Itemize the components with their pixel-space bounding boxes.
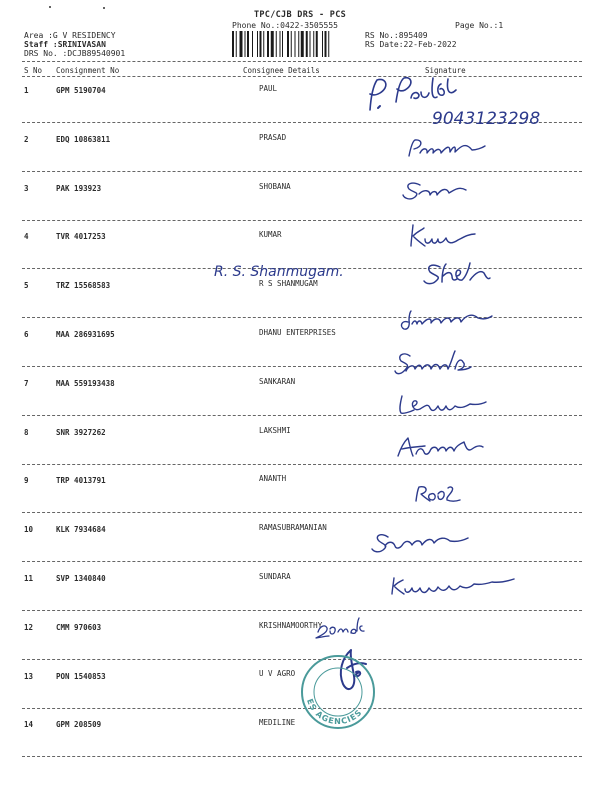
row-serial-number: 7 (24, 379, 29, 388)
row-serial-number: 5 (24, 281, 29, 290)
signature-row-4 (411, 225, 475, 246)
row-consignment-number: TVR 4017253 (56, 232, 106, 241)
row-divider (22, 756, 582, 757)
row-consignee-name: ANANTH (259, 474, 287, 483)
barcode-bar (252, 31, 253, 57)
row-consignee-name: U V AGRO (259, 669, 296, 678)
row-consignee-name: PRASAD (259, 133, 287, 142)
row-serial-number: 12 (24, 623, 34, 632)
drs-number: DRS No. :DCJB89540901 (24, 49, 126, 58)
page-number: Page No.:1 (455, 21, 504, 30)
column-header-signature: Signature (425, 66, 466, 75)
row-consignee-name: DHANU ENTERPRISES (259, 328, 336, 337)
row-consignee-name: KRISHNAMOORTHY (259, 621, 323, 630)
row-consignment-number: KLK 7934684 (56, 525, 106, 534)
row-consignment-number: GPM 5190704 (56, 86, 106, 95)
row-serial-number: 10 (24, 525, 34, 534)
signature-row-5 (214, 263, 490, 284)
barcode-bar (247, 31, 249, 57)
barcode-bar (313, 31, 314, 57)
row-consignee-name: SUNDARA (259, 572, 291, 581)
barcode-bar (291, 31, 292, 57)
barcode-bar (282, 31, 283, 57)
column-header-consignment: Consignment No (56, 66, 120, 75)
row-consignment-number: TRZ 15568583 (56, 281, 111, 290)
barcode-bar (232, 31, 234, 57)
signature-row-10 (416, 487, 460, 502)
sheet-title: TPC/CJB DRS - PCS (253, 10, 347, 20)
row-consignee-name: PAUL (259, 84, 278, 93)
row-serial-number: 6 (24, 330, 29, 339)
row-serial-number: 11 (24, 574, 34, 583)
row-serial-number: 1 (24, 86, 29, 95)
row-serial-number: 13 (24, 672, 34, 681)
barcode-bar (325, 31, 327, 57)
seal-text: ES AGENCIES (304, 697, 365, 727)
company-seal (288, 652, 388, 732)
row-serial-number: 9 (24, 476, 29, 485)
row-consignment-number: EDQ 10863811 (56, 135, 111, 144)
row-consignment-number: CMM 970603 (56, 623, 102, 632)
rs-date: RS Date:22-Feb-2022 (365, 40, 457, 49)
barcode-bar (240, 31, 243, 57)
row-divider (22, 317, 582, 318)
barcode-bar (280, 31, 281, 57)
divider (22, 76, 582, 77)
row-serial-number: 8 (24, 428, 29, 437)
barcode-bar (260, 31, 262, 57)
barcode-bar (306, 31, 308, 57)
barcode-bar (236, 31, 237, 57)
signature-row-13 (316, 618, 364, 638)
barcode-bar (316, 31, 318, 57)
row-divider (22, 171, 582, 172)
barcode-bar (295, 31, 296, 57)
row-divider (22, 512, 582, 513)
scan-speck (49, 6, 51, 8)
row-serial-number: 4 (24, 232, 29, 241)
row-consignment-number: MAA 286931695 (56, 330, 115, 339)
row-consignee-name: R S SHANMUGAM (259, 279, 318, 288)
signature-row-7 (395, 351, 471, 374)
row-consignment-number: GPM 208509 (56, 720, 102, 729)
row-consignment-number: TRP 4013791 (56, 476, 106, 485)
signature-row-12 (392, 578, 514, 594)
row-consignee-name: LAKSHMI (259, 426, 291, 435)
barcode-bar (322, 31, 323, 57)
barcode-bar (257, 31, 258, 57)
row-divider (22, 415, 582, 416)
signature-row-8 (400, 396, 486, 413)
divider (22, 61, 582, 62)
row-divider (22, 464, 582, 465)
row-divider (22, 122, 582, 123)
handwritten-name: R. S. Shanmugam. (214, 264, 344, 280)
row-consignee-name: RAMASUBRAMANIAN (259, 523, 327, 532)
staff-field: Staff :SRINIVASAN (24, 40, 106, 49)
row-consignment-number: MAA 559193438 (56, 379, 115, 388)
row-consignment-number: SNR 3927262 (56, 428, 106, 437)
barcode-bar (328, 31, 329, 57)
row-consignee-name: SHOBANA (259, 182, 291, 191)
barcode-bar (276, 31, 277, 57)
signature-row-3 (403, 183, 466, 199)
scan-speck (103, 7, 105, 9)
signature-row-6 (401, 311, 492, 329)
barcode-bar (263, 31, 264, 57)
signature-row-2 (409, 140, 485, 156)
barcode-bar (310, 31, 311, 57)
row-serial-number: 14 (24, 720, 34, 729)
row-consignee-name: SANKARAN (259, 377, 296, 386)
row-consignment-number: PAK 193923 (56, 184, 102, 193)
row-divider (22, 561, 582, 562)
row-consignment-number: PON 1540853 (56, 672, 106, 681)
row-divider (22, 268, 582, 269)
handwritten-phone: 9043123298 (432, 109, 541, 129)
signature-row-11 (372, 535, 468, 552)
area-field: Area :G V RESIDENCY (24, 31, 116, 40)
row-divider (22, 610, 582, 611)
row-serial-number: 2 (24, 135, 29, 144)
rs-number: RS No.:895409 (365, 31, 428, 40)
row-consignee-name: KUMAR (259, 230, 282, 239)
column-header-consignee: Consignee Details (243, 66, 320, 75)
barcode-bar (301, 31, 304, 57)
svg-text:ES AGENCIES (305, 698, 364, 726)
barcode (232, 31, 360, 57)
barcode-bar (245, 31, 246, 57)
row-consignment-number: SVP 1340840 (56, 574, 106, 583)
barcode-bar (271, 31, 274, 57)
barcode-bar (298, 31, 299, 57)
phone-number: Phone No.:0422-3505555 (232, 21, 338, 30)
row-consignee-name: MEDILINE (259, 718, 296, 727)
barcode-bar (267, 31, 269, 57)
signature-row-9 (398, 438, 483, 456)
row-serial-number: 3 (24, 184, 29, 193)
row-divider (22, 220, 582, 221)
row-divider (22, 366, 582, 367)
column-header-sno: S No (24, 66, 43, 75)
barcode-bar (287, 31, 289, 57)
